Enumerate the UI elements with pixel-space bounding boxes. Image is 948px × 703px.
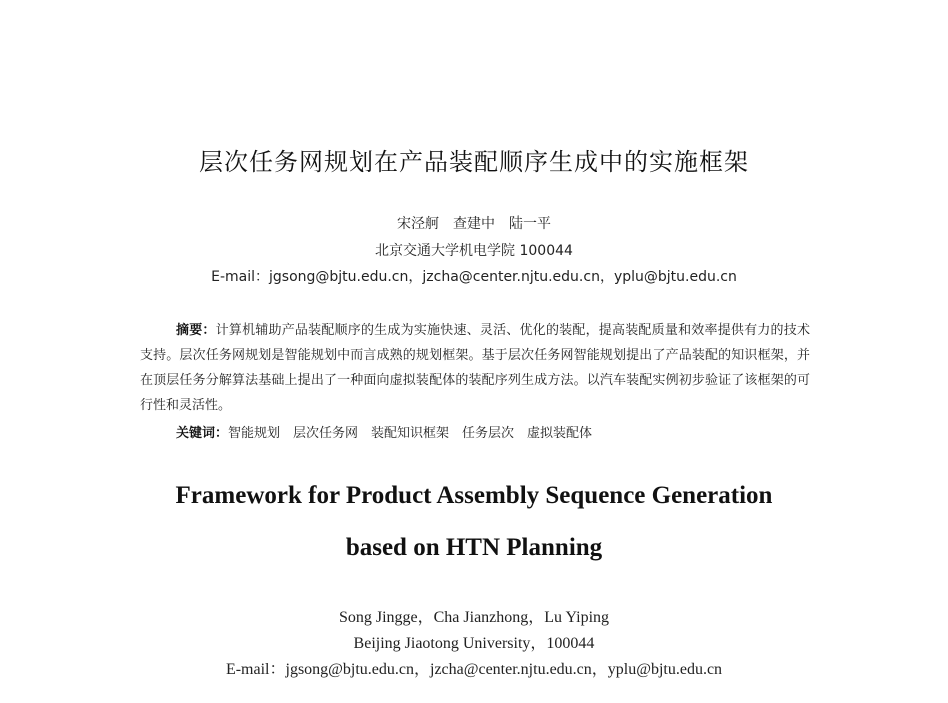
english-title-line-2: based on HTN Planning xyxy=(345,534,603,561)
keywords-line xyxy=(176,422,592,441)
abstract-text: 计算机辅助产品装配顺序的生成为实施快速、灵活、优化的装配，提高装配质量和效率提供有力的技术支持。层次任务网规划是智能规划中而言成熟的规划框架。基于层次任务网智能规划提出了产品装配的知识框架，并在顶层任务分解算法基础上提出了一种面向虚拟装配体的装配序列生成方法。以汽车装配实例初步验证了该框架的可行性和灵活性。 xyxy=(140,323,810,413)
keywords-label: 关键词： xyxy=(176,426,229,441)
abstract-paragraph xyxy=(140,318,810,418)
english-title-line-1: Framework for Product Assembly Sequence Generation xyxy=(175,482,773,509)
chinese-authors: 宋泾舸 查建中 陆一平 xyxy=(397,216,551,232)
english-authors: Song Jingge，Cha Jianzhong，Lu Yiping xyxy=(338,609,610,626)
chinese-title: 层次任务网规划在产品装配顺序生成中的实施框架 xyxy=(199,148,749,176)
english-email: E-mail：jgsong@bjtu.edu.cn，jzcha@center.njtu.edu.cn，yplu@bjtu.edu.cn xyxy=(225,661,723,678)
abstract-label: 摘要： xyxy=(176,323,216,338)
chinese-affiliation: 北京交通大学机电学院 100044 xyxy=(375,243,573,259)
keywords-text: 智能规划 层次任务网 装配知识框架 任务层次 虚拟装配体 xyxy=(228,426,593,441)
english-affiliation: Beijing Jiaotong University，100044 xyxy=(353,635,595,652)
chinese-email: E-mail：jgsong@bjtu.edu.cn，jzcha@center.njtu.edu.cn，yplu@bjtu.edu.cn xyxy=(211,269,737,285)
